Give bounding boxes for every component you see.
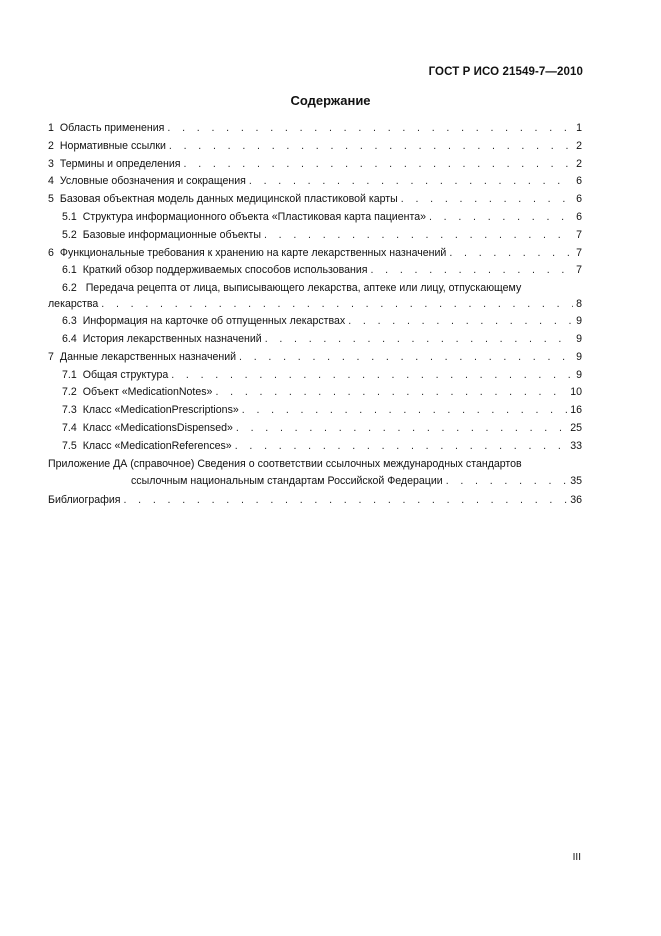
toc-entry-number: 5.2 (62, 228, 77, 241)
toc-entry-page: 6 (576, 193, 582, 206)
toc-entry-number: 5.1 (62, 210, 77, 223)
dot-leader (401, 193, 573, 206)
toc-entry-number: 6.2 (62, 282, 77, 295)
dot-leader (264, 229, 573, 242)
toc-entry-number: 4 (48, 175, 54, 188)
toc-entry-page: 8 (576, 298, 582, 311)
toc-entry-title: Общая структура (82, 368, 169, 381)
toc-entry-page: 9 (576, 350, 582, 363)
dot-leader (371, 264, 574, 277)
toc-subentry-multiline[interactable] (48, 280, 582, 313)
toc-entry[interactable] (48, 349, 582, 367)
dot-leader (265, 333, 573, 346)
toc-entry-page: 35 (570, 474, 582, 487)
toc-entry-title: Краткий обзор поддерживаемых способов использования (82, 264, 368, 277)
toc-entry-page: 25 (570, 421, 582, 434)
toc-entry-title: Класс «MedicationReferences» (82, 439, 232, 452)
toc-entry-page: 2 (576, 157, 582, 170)
toc-entry-number: 7.1 (62, 368, 77, 381)
document-code: ГОСТ Р ИСО 21549-7—2010 (428, 66, 583, 78)
toc-entry-number: 1 (48, 122, 54, 134)
toc-entry-number: 2 (48, 139, 54, 152)
toc-subentry[interactable] (48, 209, 582, 227)
toc-entry-title: Данные лекарственных назначений (59, 350, 237, 363)
toc-entry-title: Объект «MedicationNotes» (82, 386, 213, 399)
toc-subentry[interactable] (48, 438, 582, 456)
dot-leader (449, 247, 573, 260)
toc-entry-page: 10 (570, 386, 582, 399)
toc-entry-title: Информация на карточке об отпущенных лекарствах (82, 315, 346, 328)
toc-entry-page: 7 (576, 264, 582, 277)
toc-entry-title: Область применения (59, 122, 165, 134)
dot-leader (171, 369, 573, 382)
toc-subentry[interactable] (48, 402, 582, 420)
dot-leader (169, 140, 573, 153)
toc-entry-title: Передача рецепта от лица, выписывающего лекарства, аптеке или лицу, отпускающему (85, 282, 522, 295)
toc-subentry[interactable] (48, 384, 582, 402)
toc-entry-page: 16 (570, 404, 582, 417)
dot-leader (123, 494, 567, 507)
toc-entry-page: 1 (576, 122, 582, 134)
toc-entry-number: 7.4 (62, 421, 77, 434)
toc-entry-title: Функциональные требования к хранению на карте лекарственных назначений (59, 246, 447, 259)
toc-appendix[interactable] (48, 456, 582, 492)
toc-entry-number: 6.1 (62, 264, 77, 277)
toc-entry-number: 3 (48, 157, 54, 170)
toc-entry-number: 7.3 (62, 404, 77, 417)
toc-entry-number: 5 (48, 193, 54, 206)
toc-entry-title: Библиография (48, 493, 121, 506)
toc-subentry[interactable] (48, 331, 582, 349)
dot-leader (215, 386, 567, 399)
table-of-contents (48, 120, 582, 509)
toc-entry[interactable] (48, 173, 582, 191)
toc-entry-title-continued: лекарства (48, 298, 99, 311)
toc-entry-page: 9 (576, 332, 582, 345)
toc-subentry[interactable] (48, 313, 582, 331)
toc-entry-title: Термины и определения (59, 157, 181, 170)
toc-entry-title: Структура информационного объекта «Пластиковая карта пациента» (82, 210, 426, 223)
toc-entry-number: 6.3 (62, 315, 77, 328)
toc-entry-page: 6 (576, 175, 582, 188)
toc-entry-page: 2 (576, 139, 582, 152)
toc-entry-number: 7.2 (62, 386, 77, 399)
toc-entry-page: 33 (570, 439, 582, 452)
dot-leader (242, 404, 567, 417)
toc-entry-page: 9 (576, 315, 582, 328)
toc-entry-title: Базовые информационные объекты (82, 228, 261, 241)
toc-entry[interactable] (48, 156, 582, 174)
toc-entry-title: Нормативные ссылки (59, 139, 166, 152)
dot-leader (348, 315, 573, 328)
toc-entry[interactable] (48, 191, 582, 209)
page-number: III (572, 852, 581, 863)
toc-entry-title: Класс «MedicationsDispensed» (82, 421, 233, 434)
toc-subentry[interactable] (48, 367, 582, 385)
toc-entry-number: 6 (48, 246, 54, 259)
dot-leader (446, 475, 568, 488)
toc-entry-number: 6.4 (62, 332, 77, 345)
toc-entry[interactable] (48, 138, 582, 156)
toc-entry-number: 7 (48, 350, 54, 363)
dot-leader (184, 158, 574, 171)
toc-entry-page: 7 (576, 246, 582, 259)
toc-subentry[interactable] (48, 420, 582, 438)
toc-appendix-title-continued: ссылочным национальным стандартам Российской Федерации (131, 474, 443, 487)
toc-entry-page: 36 (570, 493, 582, 506)
dot-leader (167, 122, 573, 135)
toc-entry-title: Класс «MedicationPrescriptions» (82, 404, 239, 417)
toc-entry[interactable] (48, 120, 582, 138)
dot-leader (239, 351, 573, 364)
toc-entry-title: История лекарственных назначений (82, 332, 262, 345)
toc-entry-page: 6 (576, 210, 582, 223)
toc-entry-page: 9 (576, 368, 582, 381)
toc-entry[interactable] (48, 245, 582, 263)
toc-appendix-title: Приложение ДА (справочное) Сведения о соответствии ссылочных международных стандартов (48, 457, 522, 470)
toc-entry-number: 7.5 (62, 439, 77, 452)
dot-leader (235, 440, 567, 453)
toc-title: Содержание (290, 93, 371, 108)
dot-leader (249, 175, 573, 188)
toc-subentry[interactable] (48, 227, 582, 245)
dot-leader (236, 422, 567, 435)
dot-leader (101, 298, 573, 311)
toc-entry-title: Условные обозначения и сокращения (59, 175, 246, 188)
toc-entry-page: 7 (576, 228, 582, 241)
toc-subentry[interactable] (48, 262, 582, 280)
toc-bibliography[interactable] (48, 492, 582, 510)
dot-leader (429, 211, 573, 224)
toc-entry-title: Базовая объектная модель данных медицинской пластиковой карты (59, 193, 398, 206)
